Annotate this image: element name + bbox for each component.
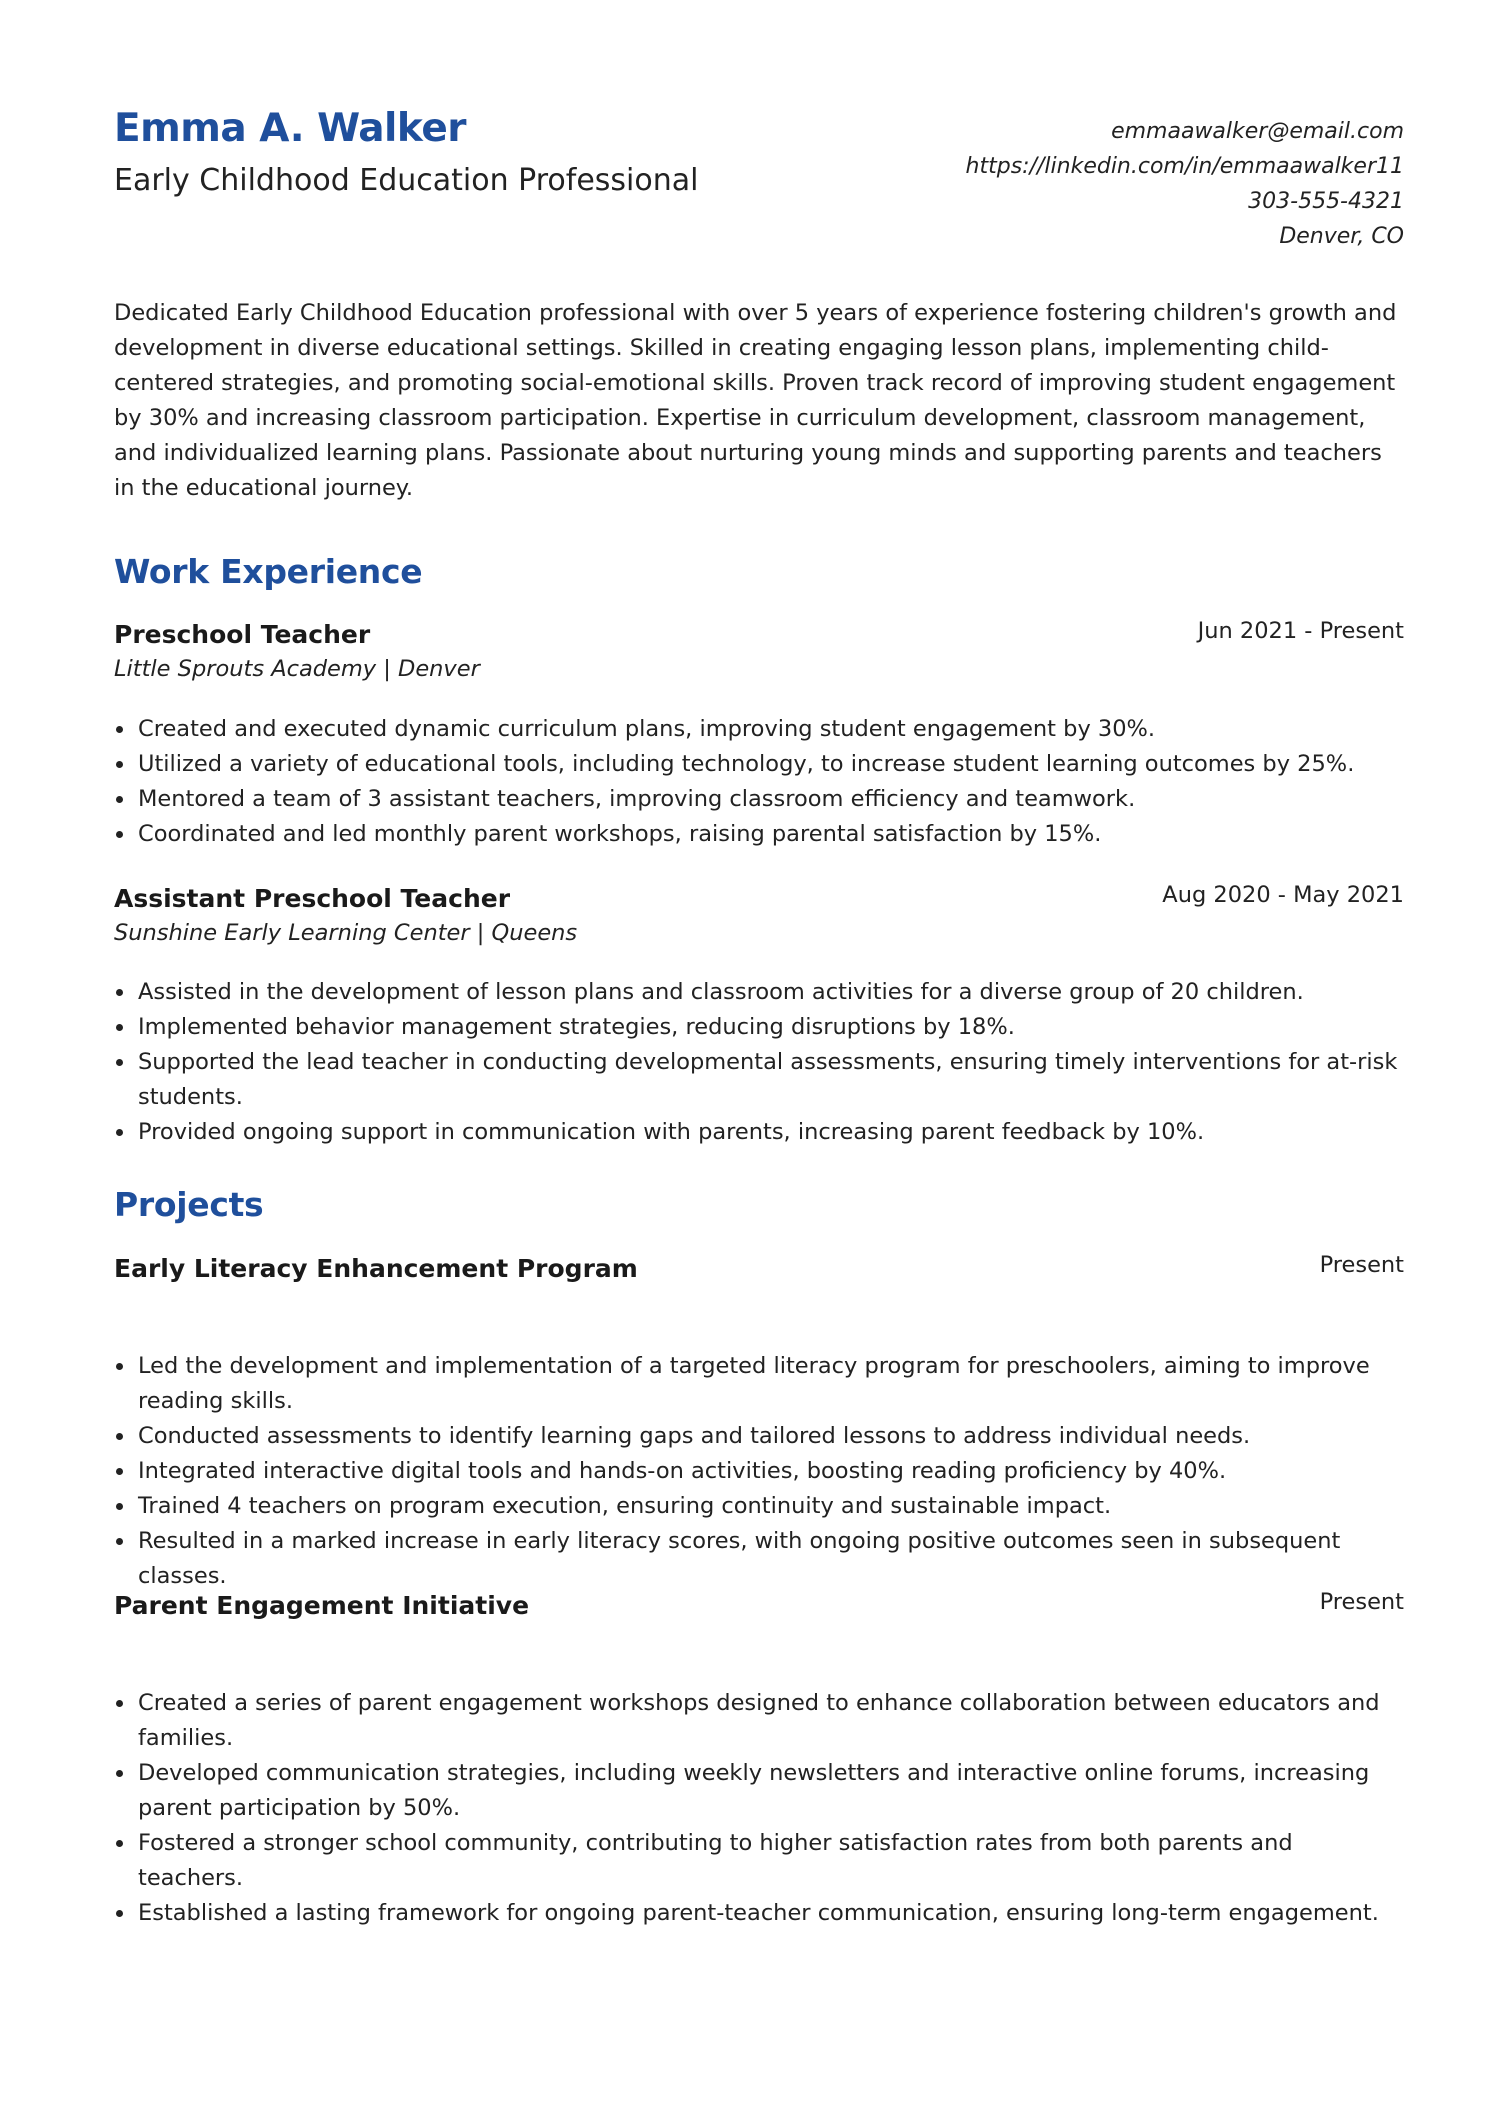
- list-item: Coordinated and led monthly parent workshops, raising parental satisfaction by 15%.: [138, 817, 1404, 852]
- job-organization: Sunshine Early Learning Center | Queens: [114, 920, 578, 946]
- contact-linkedin[interactable]: https://linkedin.com/in/emmaawalker11: [965, 154, 1404, 179]
- list-item: Established a lasting framework for ongoing parent-teacher communication, ensuring long-term engagement.: [138, 1896, 1404, 1931]
- list-item: Resulted in a marked increase in early literacy scores, with ongoing positive outcomes seen in subsequent classes.: [138, 1524, 1404, 1594]
- candidate-title: Early Childhood Education Professional: [114, 163, 699, 198]
- professional-summary: Dedicated Early Childhood Education professional with over 5 years of experience fostering children's growth and development in diverse educational settings. Skilled in creating engaging lesson plans, implementing child-centered strategies, and promoting social-emotional skills. Proven track record of improving student engagement by 30% and increasing classroom participation. Expertise in curriculum development, classroom management, and individualized learning plans. Passionate about nurturing young minds and supporting parents and teachers in the educational journey.: [114, 300, 1397, 501]
- list-item: Developed communication strategies, including weekly newsletters and interactive online forums, increasing parent participation by 50%.: [138, 1756, 1404, 1826]
- list-item: Conducted assessments to identify learning gaps and tailored lessons to address individual needs.: [138, 1419, 1404, 1454]
- section-title-projects: Projects: [114, 1185, 264, 1224]
- list-item: Created and executed dynamic curriculum plans, improving student engagement by 30%.: [138, 712, 1404, 747]
- resume-header: [114, 100, 1404, 300]
- candidate-name: Emma A. Walker: [114, 106, 466, 151]
- list-item: Mentored a team of 3 assistant teachers, improving classroom efficiency and teamwork.: [138, 782, 1404, 817]
- list-item: Led the development and implementation of a targeted literacy program for preschoolers, aiming to improve reading skills.: [138, 1349, 1404, 1419]
- project-date: Present: [1319, 1252, 1404, 1278]
- job-title: Assistant Preschool Teacher: [114, 884, 511, 913]
- contact-location: Denver, CO: [1279, 224, 1404, 249]
- resume-page: [114, 100, 1404, 1926]
- job-title: Preschool Teacher: [114, 620, 371, 649]
- section-title-work-experience: Work Experience: [114, 552, 423, 591]
- list-item: Assisted in the development of lesson plans and classroom activities for a diverse group of 20 children.: [138, 975, 1404, 1010]
- job-organization: Little Sprouts Academy | Denver: [114, 656, 480, 682]
- job-bullet-list: [114, 712, 1404, 852]
- job-bullet-list: [114, 975, 1404, 1150]
- job-date: Jun 2021 - Present: [1197, 618, 1404, 644]
- list-item: Created a series of parent engagement workshops designed to enhance collaboration between educators and families.: [138, 1686, 1404, 1756]
- project-title: Early Literacy Enhancement Program: [114, 1254, 638, 1283]
- contact-email[interactable]: emmaawalker@email.com: [1111, 119, 1404, 144]
- list-item: Trained 4 teachers on program execution, ensuring continuity and sustainable impact.: [138, 1489, 1404, 1524]
- list-item: Utilized a variety of educational tools, including technology, to increase student learning outcomes by 25%.: [138, 747, 1404, 782]
- contact-phone: 303-555-4321: [1248, 189, 1404, 214]
- project-title: Parent Engagement Initiative: [114, 1591, 530, 1620]
- project-bullet-list: [114, 1349, 1404, 1594]
- list-item: Supported the lead teacher in conducting developmental assessments, ensuring timely interventions for at-risk students.: [138, 1045, 1404, 1115]
- project-bullet-list: [114, 1686, 1404, 1931]
- list-item: Fostered a stronger school community, contributing to higher satisfaction rates from both parents and teachers.: [138, 1826, 1404, 1896]
- list-item: Implemented behavior management strategies, reducing disruptions by 18%.: [138, 1010, 1404, 1045]
- project-date: Present: [1319, 1589, 1404, 1615]
- contact-block: [966, 114, 1404, 254]
- list-item: Integrated interactive digital tools and hands-on activities, boosting reading proficiency by 40%.: [138, 1454, 1404, 1489]
- job-date: Aug 2020 - May 2021: [1162, 882, 1404, 908]
- list-item: Provided ongoing support in communication with parents, increasing parent feedback by 10%.: [138, 1115, 1404, 1150]
